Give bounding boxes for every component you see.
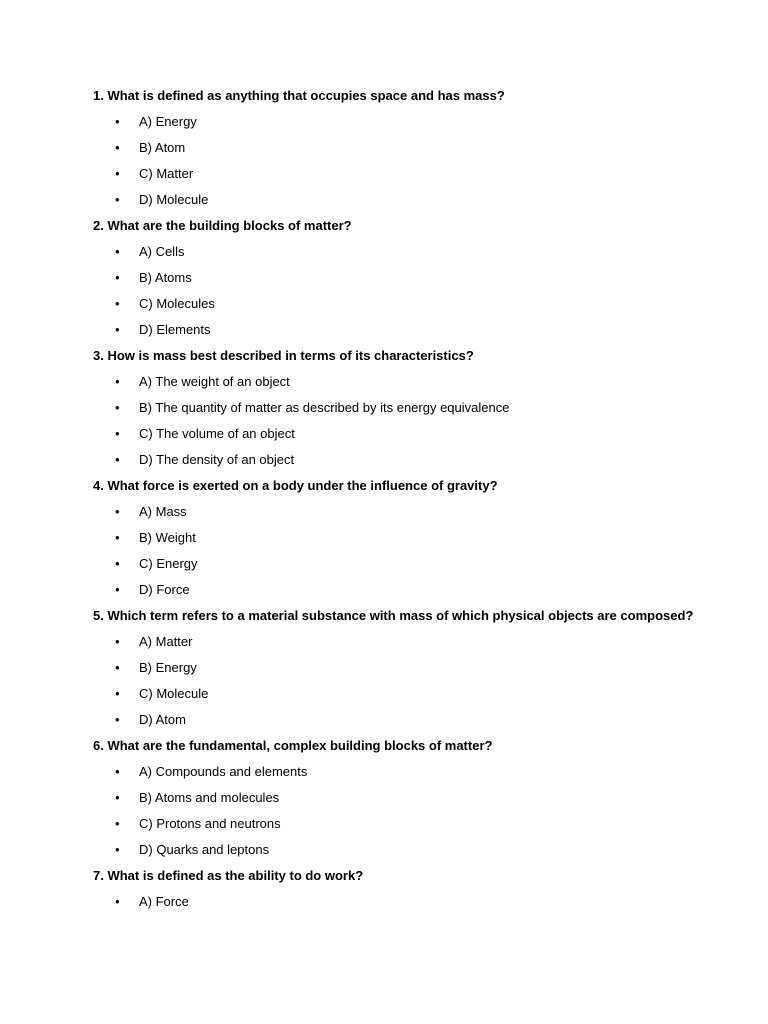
bullet-icon: • xyxy=(115,790,120,805)
bullet-icon: • xyxy=(115,374,120,389)
question-text: 7. What is defined as the ability to do work? xyxy=(93,868,364,883)
question-4-option-3 xyxy=(93,554,733,574)
option-list xyxy=(93,502,733,600)
bullet-icon: • xyxy=(115,634,120,649)
question-5-option-4 xyxy=(93,710,733,730)
question-text: 5. Which term refers to a material substance with mass of which physical objects are composed? xyxy=(93,608,694,623)
option-list xyxy=(93,632,733,730)
question-text: 4. What force is exerted on a body under the influence of gravity? xyxy=(93,478,498,493)
question-text: 2. What are the building blocks of matter? xyxy=(93,218,352,233)
question-1-option-1 xyxy=(93,112,733,132)
option-text: A) Compounds and elements xyxy=(139,764,308,779)
bullet-icon: • xyxy=(115,452,120,467)
option-text: D) Atom xyxy=(139,712,186,727)
bullet-icon: • xyxy=(115,582,120,597)
option-text: D) The density of an object xyxy=(139,452,295,467)
option-text: A) Matter xyxy=(139,634,193,649)
question-2 xyxy=(93,216,733,340)
option-text: A) The weight of an object xyxy=(139,374,290,389)
question-1 xyxy=(93,86,733,210)
question-1-option-4 xyxy=(93,190,733,210)
option-text: B) Atoms and molecules xyxy=(139,790,280,805)
bullet-icon: • xyxy=(115,426,120,441)
option-text: D) Elements xyxy=(139,322,211,337)
question-1-option-2 xyxy=(93,138,733,158)
option-text: A) Energy xyxy=(139,114,197,129)
bullet-icon: • xyxy=(115,270,120,285)
option-text: D) Molecule xyxy=(139,192,209,207)
bullet-icon: • xyxy=(115,244,120,259)
question-4-option-2 xyxy=(93,528,733,548)
question-7-option-1 xyxy=(93,892,733,912)
question-4-option-4 xyxy=(93,580,733,600)
option-text: C) Matter xyxy=(139,166,194,181)
option-text: A) Force xyxy=(139,894,189,909)
option-text: B) Weight xyxy=(139,530,196,545)
bullet-icon: • xyxy=(115,764,120,779)
option-list xyxy=(93,892,733,912)
question-3-option-2 xyxy=(93,398,733,418)
question-7 xyxy=(93,866,733,912)
bullet-icon: • xyxy=(115,400,120,415)
bullet-icon: • xyxy=(115,686,120,701)
bullet-icon: • xyxy=(115,712,120,727)
question-6-option-2 xyxy=(93,788,733,808)
question-6-option-1 xyxy=(93,762,733,782)
option-list xyxy=(93,242,733,340)
bullet-icon: • xyxy=(115,114,120,129)
bullet-icon: • xyxy=(115,660,120,675)
question-5 xyxy=(93,606,733,730)
bullet-icon: • xyxy=(115,296,120,311)
option-text: A) Mass xyxy=(139,504,187,519)
question-4 xyxy=(93,476,733,600)
question-6-option-3 xyxy=(93,814,733,834)
bullet-icon: • xyxy=(115,894,120,909)
question-4-option-1 xyxy=(93,502,733,522)
question-2-option-1 xyxy=(93,242,733,262)
bullet-icon: • xyxy=(115,816,120,831)
question-text: 6. What are the fundamental, complex building blocks of matter? xyxy=(93,738,493,753)
bullet-icon: • xyxy=(115,192,120,207)
question-3 xyxy=(93,346,733,470)
option-list xyxy=(93,372,733,470)
question-6 xyxy=(93,736,733,860)
question-2-option-2 xyxy=(93,268,733,288)
question-6-option-4 xyxy=(93,840,733,860)
bullet-icon: • xyxy=(115,556,120,571)
bullet-icon: • xyxy=(115,322,120,337)
option-text: A) Cells xyxy=(139,244,185,259)
option-text: B) The quantity of matter as described by its energy equivalence xyxy=(139,400,510,415)
option-text: C) Protons and neutrons xyxy=(139,816,281,831)
question-2-option-4 xyxy=(93,320,733,340)
option-text: C) Molecules xyxy=(139,296,215,311)
question-3-option-1 xyxy=(93,372,733,392)
question-text: 1. What is defined as anything that occupies space and has mass? xyxy=(93,88,505,103)
question-1-option-3 xyxy=(93,164,733,184)
question-3-option-4 xyxy=(93,450,733,470)
option-text: C) Energy xyxy=(139,556,198,571)
option-text: C) Molecule xyxy=(139,686,209,701)
bullet-icon: • xyxy=(115,140,120,155)
option-text: B) Atoms xyxy=(139,270,192,285)
question-3-option-3 xyxy=(93,424,733,444)
quiz-document xyxy=(93,86,733,918)
bullet-icon: • xyxy=(115,166,120,181)
question-5-option-3 xyxy=(93,684,733,704)
question-2-option-3 xyxy=(93,294,733,314)
bullet-icon: • xyxy=(115,504,120,519)
bullet-icon: • xyxy=(115,530,120,545)
option-text: B) Energy xyxy=(139,660,197,675)
question-5-option-1 xyxy=(93,632,733,652)
option-text: D) Quarks and leptons xyxy=(139,842,270,857)
bullet-icon: • xyxy=(115,842,120,857)
question-text: 3. How is mass best described in terms of its characteristics? xyxy=(93,348,474,363)
option-text: B) Atom xyxy=(139,140,186,155)
option-text: D) Force xyxy=(139,582,190,597)
option-list xyxy=(93,112,733,210)
option-text: C) The volume of an object xyxy=(139,426,295,441)
question-5-option-2 xyxy=(93,658,733,678)
option-list xyxy=(93,762,733,860)
